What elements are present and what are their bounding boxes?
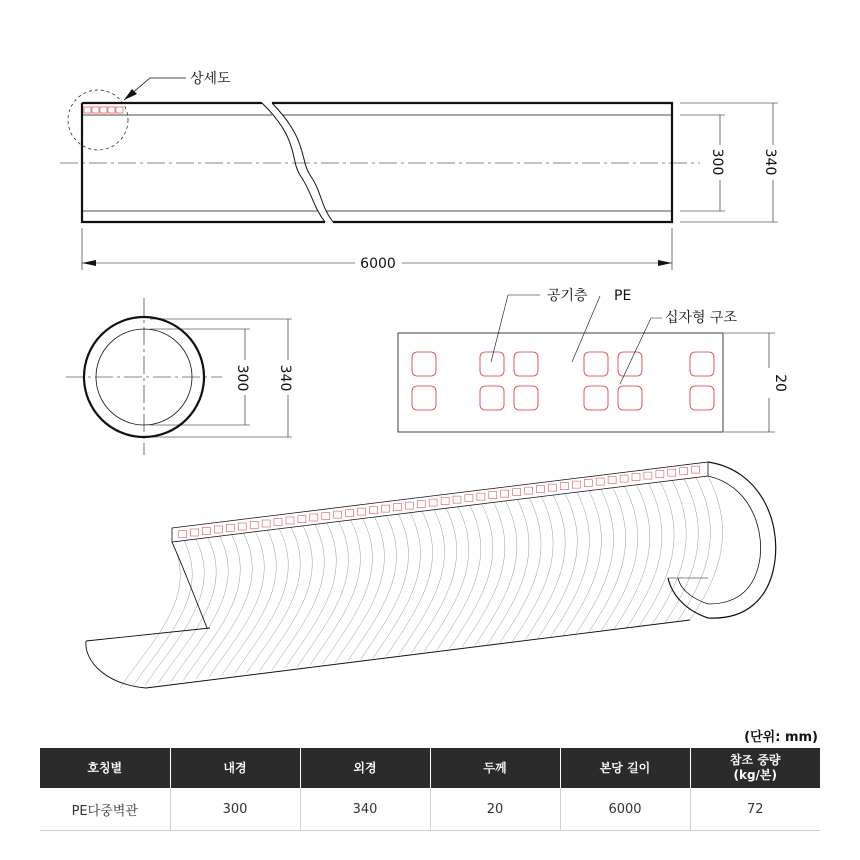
wall-cell [202,528,210,535]
section-outer-label: 340 [277,364,293,392]
air-cells [412,352,714,410]
pipe-rib [120,542,180,688]
wall-cell [668,469,676,476]
wall-cell [680,468,688,475]
pipe-rib [297,522,348,667]
pipe-rib [652,480,686,624]
wall-cell [572,481,580,488]
pipe-rib [614,485,650,629]
pipe-rib [538,494,577,638]
pipe-rib [234,529,288,675]
wall-cell [286,517,294,524]
pipe-rib [601,486,637,630]
table-header-row [40,748,820,788]
pipe-rib [133,541,193,687]
wall-cell [584,480,592,487]
pipe-rib [500,498,541,643]
wall-cell [250,522,258,529]
cell-inner-diameter: 300 [170,788,300,831]
wall-cell [501,490,509,497]
pipe-rib [196,533,252,679]
side-view [60,78,778,270]
table-row [40,788,820,831]
wall-cell [560,483,568,490]
wall-cell [334,511,342,518]
wall-cell [537,486,545,493]
wall-cell [393,504,401,511]
pipe-rib [285,523,337,669]
wall-cell [262,520,270,527]
wall-cell [477,493,485,500]
cell-weight: 72 [690,788,820,831]
pipe-rib [462,502,505,647]
wall-cell [346,510,354,517]
section-inner-label: 300 [234,364,250,392]
air-layer-label: 공기층 [547,288,588,304]
wall-cell [405,502,413,509]
cell-length: 6000 [560,788,690,831]
pipe-rib [525,495,565,639]
pipe-rib [335,517,384,662]
cell-designation: PE다중벽관 [40,788,170,831]
pipe-rib [361,514,409,659]
pipe-rib [487,500,529,645]
pipe-rib [209,532,265,678]
wall-cell [274,519,282,526]
unit-note: (단위: mm) [744,730,818,745]
header-outer-diameter: 외경 [300,748,430,788]
wall-cell [596,478,604,485]
pipe-rib [551,492,590,636]
header-length: 본당 길이 [560,748,690,788]
header-weight: 참조 중량 (kg/본) [690,748,820,788]
wall-cell [238,523,246,530]
cell-thickness: 20 [430,788,560,831]
pipe-rib [589,488,626,632]
length-label: 6000 [360,256,396,272]
pipe-rib [221,530,276,676]
pipe-rib [183,535,240,681]
pe-label: PE [614,288,632,304]
detail-label: 상세도 [190,71,231,87]
pipe-rib [677,478,710,622]
wall-cell [226,525,234,532]
cross-section-view [66,298,292,455]
pipe-rib [373,513,420,658]
pipe-rib [513,497,553,642]
spec-table [40,748,820,831]
pipe-rib [424,507,469,652]
wall-cell [381,505,389,512]
wall-cell [525,487,533,494]
wall-cell [465,495,473,502]
wall-cell [620,475,628,482]
wall-cell [370,507,378,514]
pipe-rib [563,491,601,635]
wall-cell [632,474,640,481]
wall-cell [191,529,199,536]
wall-cell [358,508,366,515]
pipe-rib [399,510,445,655]
cell-outer-diameter: 340 [300,788,430,831]
wall-cell [310,514,318,521]
pipe-rib [158,538,216,684]
pipe-rib [411,508,456,653]
wall-cell [441,498,449,505]
wall-cell [489,492,497,499]
wall-cell [298,516,306,523]
wall-cell [549,484,557,491]
wall-cell [656,471,664,478]
wall-cell [214,526,222,533]
pipe-rib [475,501,517,646]
wall-cell [429,499,437,506]
inner-diameter-label: 300 [709,148,725,176]
header-inner-diameter: 내경 [170,748,300,788]
wall-cell [608,477,616,484]
outer-diameter-label: 340 [762,148,778,176]
cross-structure-label: 십자형 구조 [665,310,738,326]
wall-cell [453,496,461,503]
pipe-rib [449,504,492,649]
pipe-rib [576,489,614,633]
pipe-rib [310,520,360,665]
pipe-rib [627,483,662,627]
header-designation: 호칭별 [40,748,170,788]
header-thickness: 두께 [430,748,560,788]
perspective-view [86,462,776,688]
wall-cell [692,466,700,473]
wall-cell [322,513,330,520]
wall-cell [179,531,187,538]
pipe-rib [323,519,373,664]
detail-circle [68,90,128,150]
wall-cell [644,472,652,479]
thickness-label: 20 [772,374,788,392]
wall-cell [513,489,521,496]
wall-cell [417,501,425,508]
